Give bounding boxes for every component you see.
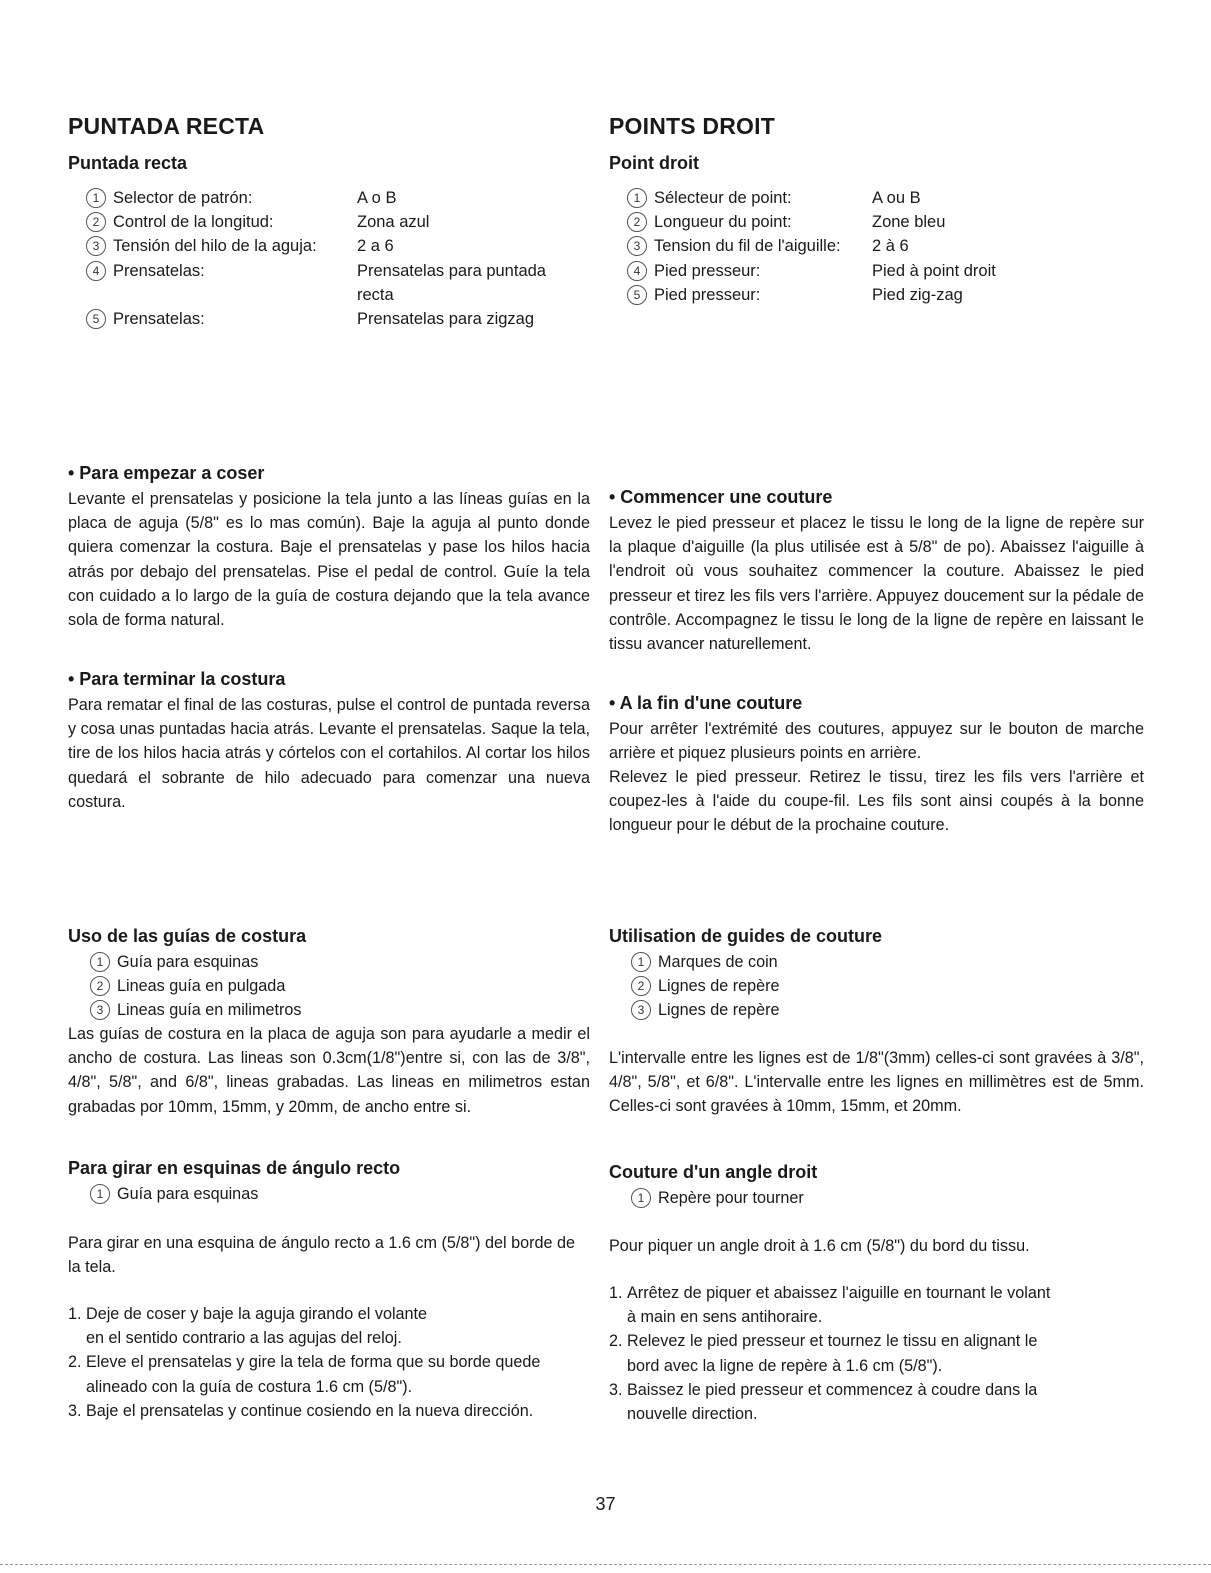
fr-spec-item [627, 283, 760, 307]
fr-corner-heading: Couture d'un angle droit [609, 1162, 818, 1182]
circled-number-icon: 2 [627, 212, 647, 232]
fr-guides-text: L'intervalle entre les lignes est de 1/8"(3mm) celles-ci sont gravées à 3/8", 4/8", 5/8", et 6/8". L'intervalle entre les lignes en millimètres est de 5mm. Celles-ci sont gravées à 10mm, 15mm, et 20mm. [609, 1049, 1144, 1116]
fr-spec-value: A ou B [872, 189, 921, 207]
fr-spec-label: Pied presseur: [654, 262, 761, 280]
circled-number-icon: 2 [90, 976, 110, 996]
es-guide-text: Guía para esquinas [117, 953, 259, 971]
es-guide-text: Lineas guía en milimetros [117, 1001, 302, 1020]
step-line: Eleve el prensatelas y gire la tela de forma que su borde quede [86, 1353, 541, 1372]
step-line: Deje de coser y baje la aguja girando el volante [86, 1305, 428, 1323]
es-corner-guide-text: Guía para esquinas [117, 1185, 259, 1203]
es-guide-item [68, 998, 590, 1022]
es-spec-item [86, 210, 274, 234]
es-corner-text: Para girar en una esquina de ángulo recto a 1.6 cm (5/8") del borde de la tela. [68, 1234, 575, 1277]
es-guides-heading: Uso de las guías de costura [68, 926, 307, 946]
circled-number-icon: 5 [86, 309, 106, 329]
step-line: Arrêtez de piquer et abaissez l'aiguille en tournant le volant [627, 1284, 1051, 1302]
es-start-text: Levante el prensatelas y posicione la tela junto a las líneas guías en la placa de aguja (5/8" es lo mas común). Baje la aguja al punto donde quiera comenzar la costura. Baje el prensatelas y pase los hilos hacia atrás por debajo del prensatelas. Pise el pedal de control. Guíe la tela con cuidado a lo largo de la guía de costura dejando que la tela avance sola de forma natural. [68, 490, 590, 630]
es-spec-item [86, 307, 205, 331]
es-guides-text: Las guías de costura en la placa de aguja son para ayudarle a medir el ancho de costura. Las lineas son 0.3cm(1/8")entre si, con las de 3/8", 4/8", 5/8", and 6/8", lineas grabadas. Las lineas en milimetros estan grabadas por 10mm, 15mm, y 20mm, de ancho entre si. [68, 1025, 590, 1116]
es-step [68, 1399, 590, 1423]
page-bottom-divider [0, 1564, 1211, 1565]
es-spec-value: 2 a 6 [357, 237, 394, 255]
es-corner-guide-item [68, 1182, 590, 1206]
step-text [86, 1302, 427, 1350]
fr-spec-value: 2 à 6 [872, 237, 909, 255]
es-subtitle: Puntada recta [68, 153, 188, 173]
fr-spec-item [627, 234, 841, 258]
fr-guide-text: Lignes de repère [658, 1001, 780, 1020]
fr-corner-guide-item [609, 1186, 1144, 1210]
es-guides-list [68, 950, 590, 1023]
circled-number-icon: 2 [631, 976, 651, 996]
fr-guide-item [609, 950, 1144, 974]
es-spec-label: Prensatelas: [113, 310, 205, 328]
es-corner-heading: Para girar en esquinas de ángulo recto [68, 1158, 401, 1178]
es-spec-value: Zona azul [357, 213, 430, 231]
es-step [68, 1350, 590, 1398]
fr-step [609, 1329, 1144, 1377]
circled-number-icon: 2 [86, 212, 106, 232]
es-start-heading: • Para empezar a coser [68, 463, 265, 483]
es-spec-value: Prensatelas para puntada [357, 262, 546, 280]
circled-number-icon: 4 [86, 261, 106, 281]
es-spec-item [86, 259, 205, 283]
step-line: Baissez le pied presseur et commencez à coudre dans la [627, 1380, 1038, 1399]
fr-spec-label: Longueur du point: [654, 213, 792, 231]
step-line: Baje el prensatelas y continue cosiendo en la nueva dirección. [86, 1401, 534, 1420]
fr-page-title: POINTS DROIT [609, 113, 775, 139]
fr-guide-text: Marques de coin [658, 953, 778, 971]
es-spec-label: Control de la longitud: [113, 213, 274, 231]
fr-guide-text: Lignes de repère [658, 977, 780, 996]
fr-spec-item [627, 186, 792, 210]
es-corner-guide [68, 1182, 590, 1206]
es-end-heading: • Para terminar la costura [68, 669, 286, 689]
circled-number-icon: 3 [631, 1000, 651, 1020]
fr-guides-list [609, 950, 1144, 1023]
es-step [68, 1302, 590, 1350]
step-text [627, 1329, 1037, 1377]
fr-spec-value: Pied à point droit [872, 262, 996, 280]
es-spec-label: Tensión del hilo de la aguja: [113, 237, 317, 255]
step-text [627, 1281, 1050, 1329]
es-spec-value: Prensatelas para zigzag [357, 310, 535, 328]
circled-number-icon: 1 [627, 188, 647, 208]
circled-number-icon: 3 [86, 236, 106, 256]
step-number: 2. [68, 1353, 82, 1372]
step-number: 1. [609, 1284, 623, 1302]
circled-number-icon: 1 [90, 952, 110, 972]
fr-guide-item [609, 998, 1144, 1022]
step-line: à main en sens antihoraire. [627, 1308, 823, 1327]
step-line: Relevez le pied presseur et tournez le tissu en alignant le [627, 1332, 1038, 1351]
fr-corner-steps [609, 1281, 1144, 1426]
fr-spec-item [627, 259, 760, 283]
fr-spec-item [627, 210, 792, 234]
fr-step [609, 1378, 1144, 1426]
fr-end-text-1: Pour arrêter l'extrémité des coutures, appuyez sur le bouton de marche arrière et piquez plusieurs points en arrière. [609, 720, 1144, 763]
step-line: nouvelle direction. [627, 1405, 758, 1424]
es-spec-item [86, 186, 252, 210]
es-corner-steps [68, 1302, 590, 1423]
es-spec-value-cont: recta [357, 286, 394, 304]
es-end-text: Para rematar el final de las costuras, pulse el control de puntada reversa y cosa unas puntadas hacia atrás. Levante el prensatelas. Saque la tela, tire de los hilos hacia atrás y córtelos con el cortahilos. Al cortar los hilos quedará el sobrante de hilo adecuado para comenzar una nueva costura. [68, 696, 590, 811]
fr-guides-heading: Utilisation de guides de couture [609, 926, 883, 946]
circled-number-icon: 4 [627, 261, 647, 281]
circled-number-icon: 1 [86, 188, 106, 208]
fr-start-heading: • Commencer une couture [609, 487, 833, 507]
fr-corner-text: Pour piquer un angle droit à 1.6 cm (5/8") du bord du tissu. [609, 1237, 1030, 1255]
step-text [86, 1350, 540, 1398]
step-number: 2. [609, 1332, 623, 1351]
circled-number-icon: 3 [627, 236, 647, 256]
step-line: en el sentido contrario a las agujas del reloj. [86, 1329, 402, 1348]
step-number: 3. [68, 1401, 82, 1420]
fr-step [609, 1281, 1144, 1329]
fr-spec-label: Sélecteur de point: [654, 189, 792, 207]
step-number: 1. [68, 1305, 82, 1323]
circled-number-icon: 1 [631, 1188, 651, 1208]
fr-corner-guide-text: Repère pour tourner [658, 1189, 804, 1207]
es-page-title: PUNTADA RECTA [68, 113, 265, 139]
circled-number-icon: 1 [90, 1184, 110, 1204]
step-text [627, 1378, 1037, 1426]
es-guide-item [68, 974, 590, 998]
es-spec-label: Prensatelas: [113, 262, 205, 280]
fr-end-text-2: Relevez le pied presseur. Retirez le tissu, tirez les fils vers l'arrière et coupez-les à l'aide du coupe-fil. Les fils sont ainsi coupés à la bonne longueur pour le début de la prochaine couture. [609, 768, 1144, 835]
es-spec-item [86, 234, 317, 258]
fr-corner-guide [609, 1186, 1144, 1210]
fr-spec-value: Zone bleu [872, 213, 946, 231]
fr-spec-label: Pied presseur: [654, 286, 761, 304]
step-line: alineado con la guía de costura 1.6 cm (5/8"). [86, 1377, 413, 1396]
es-guide-item [68, 950, 590, 974]
circled-number-icon: 5 [627, 285, 647, 305]
fr-end-heading: • A la fin d'une couture [609, 693, 803, 713]
step-number: 3. [609, 1380, 623, 1399]
fr-spec-value: Pied zig-zag [872, 286, 963, 304]
page-number: 37 [595, 1494, 616, 1514]
es-guide-text: Lineas guía en pulgada [117, 977, 286, 996]
circled-number-icon: 1 [631, 952, 651, 972]
fr-guide-item [609, 974, 1144, 998]
fr-start-text: Levez le pied presseur et placez le tissu le long de la ligne de repère sur la plaque d'aiguille (la plus utilisée est à 5/8" de po). Abaissez l'aiguille à l'endroit où vous souhaitez commencer la couture. Abaissez le pied presseur et tirez les fils vers l'arrière. Appuyez doucement sur la pédale de contrôle. Accompagnez le tissu le long de la ligne de repère en laissant le tissu avancer naturellement. [609, 514, 1144, 654]
fr-spec-label: Tension du fil de l'aiguille: [654, 237, 841, 255]
step-line: bord avec la ligne de repère à 1.6 cm (5/8"). [627, 1356, 943, 1375]
es-spec-label: Selector de patrón: [113, 189, 253, 207]
circled-number-icon: 3 [90, 1000, 110, 1020]
es-spec-value: A o B [357, 189, 397, 207]
fr-subtitle: Point droit [609, 153, 699, 173]
